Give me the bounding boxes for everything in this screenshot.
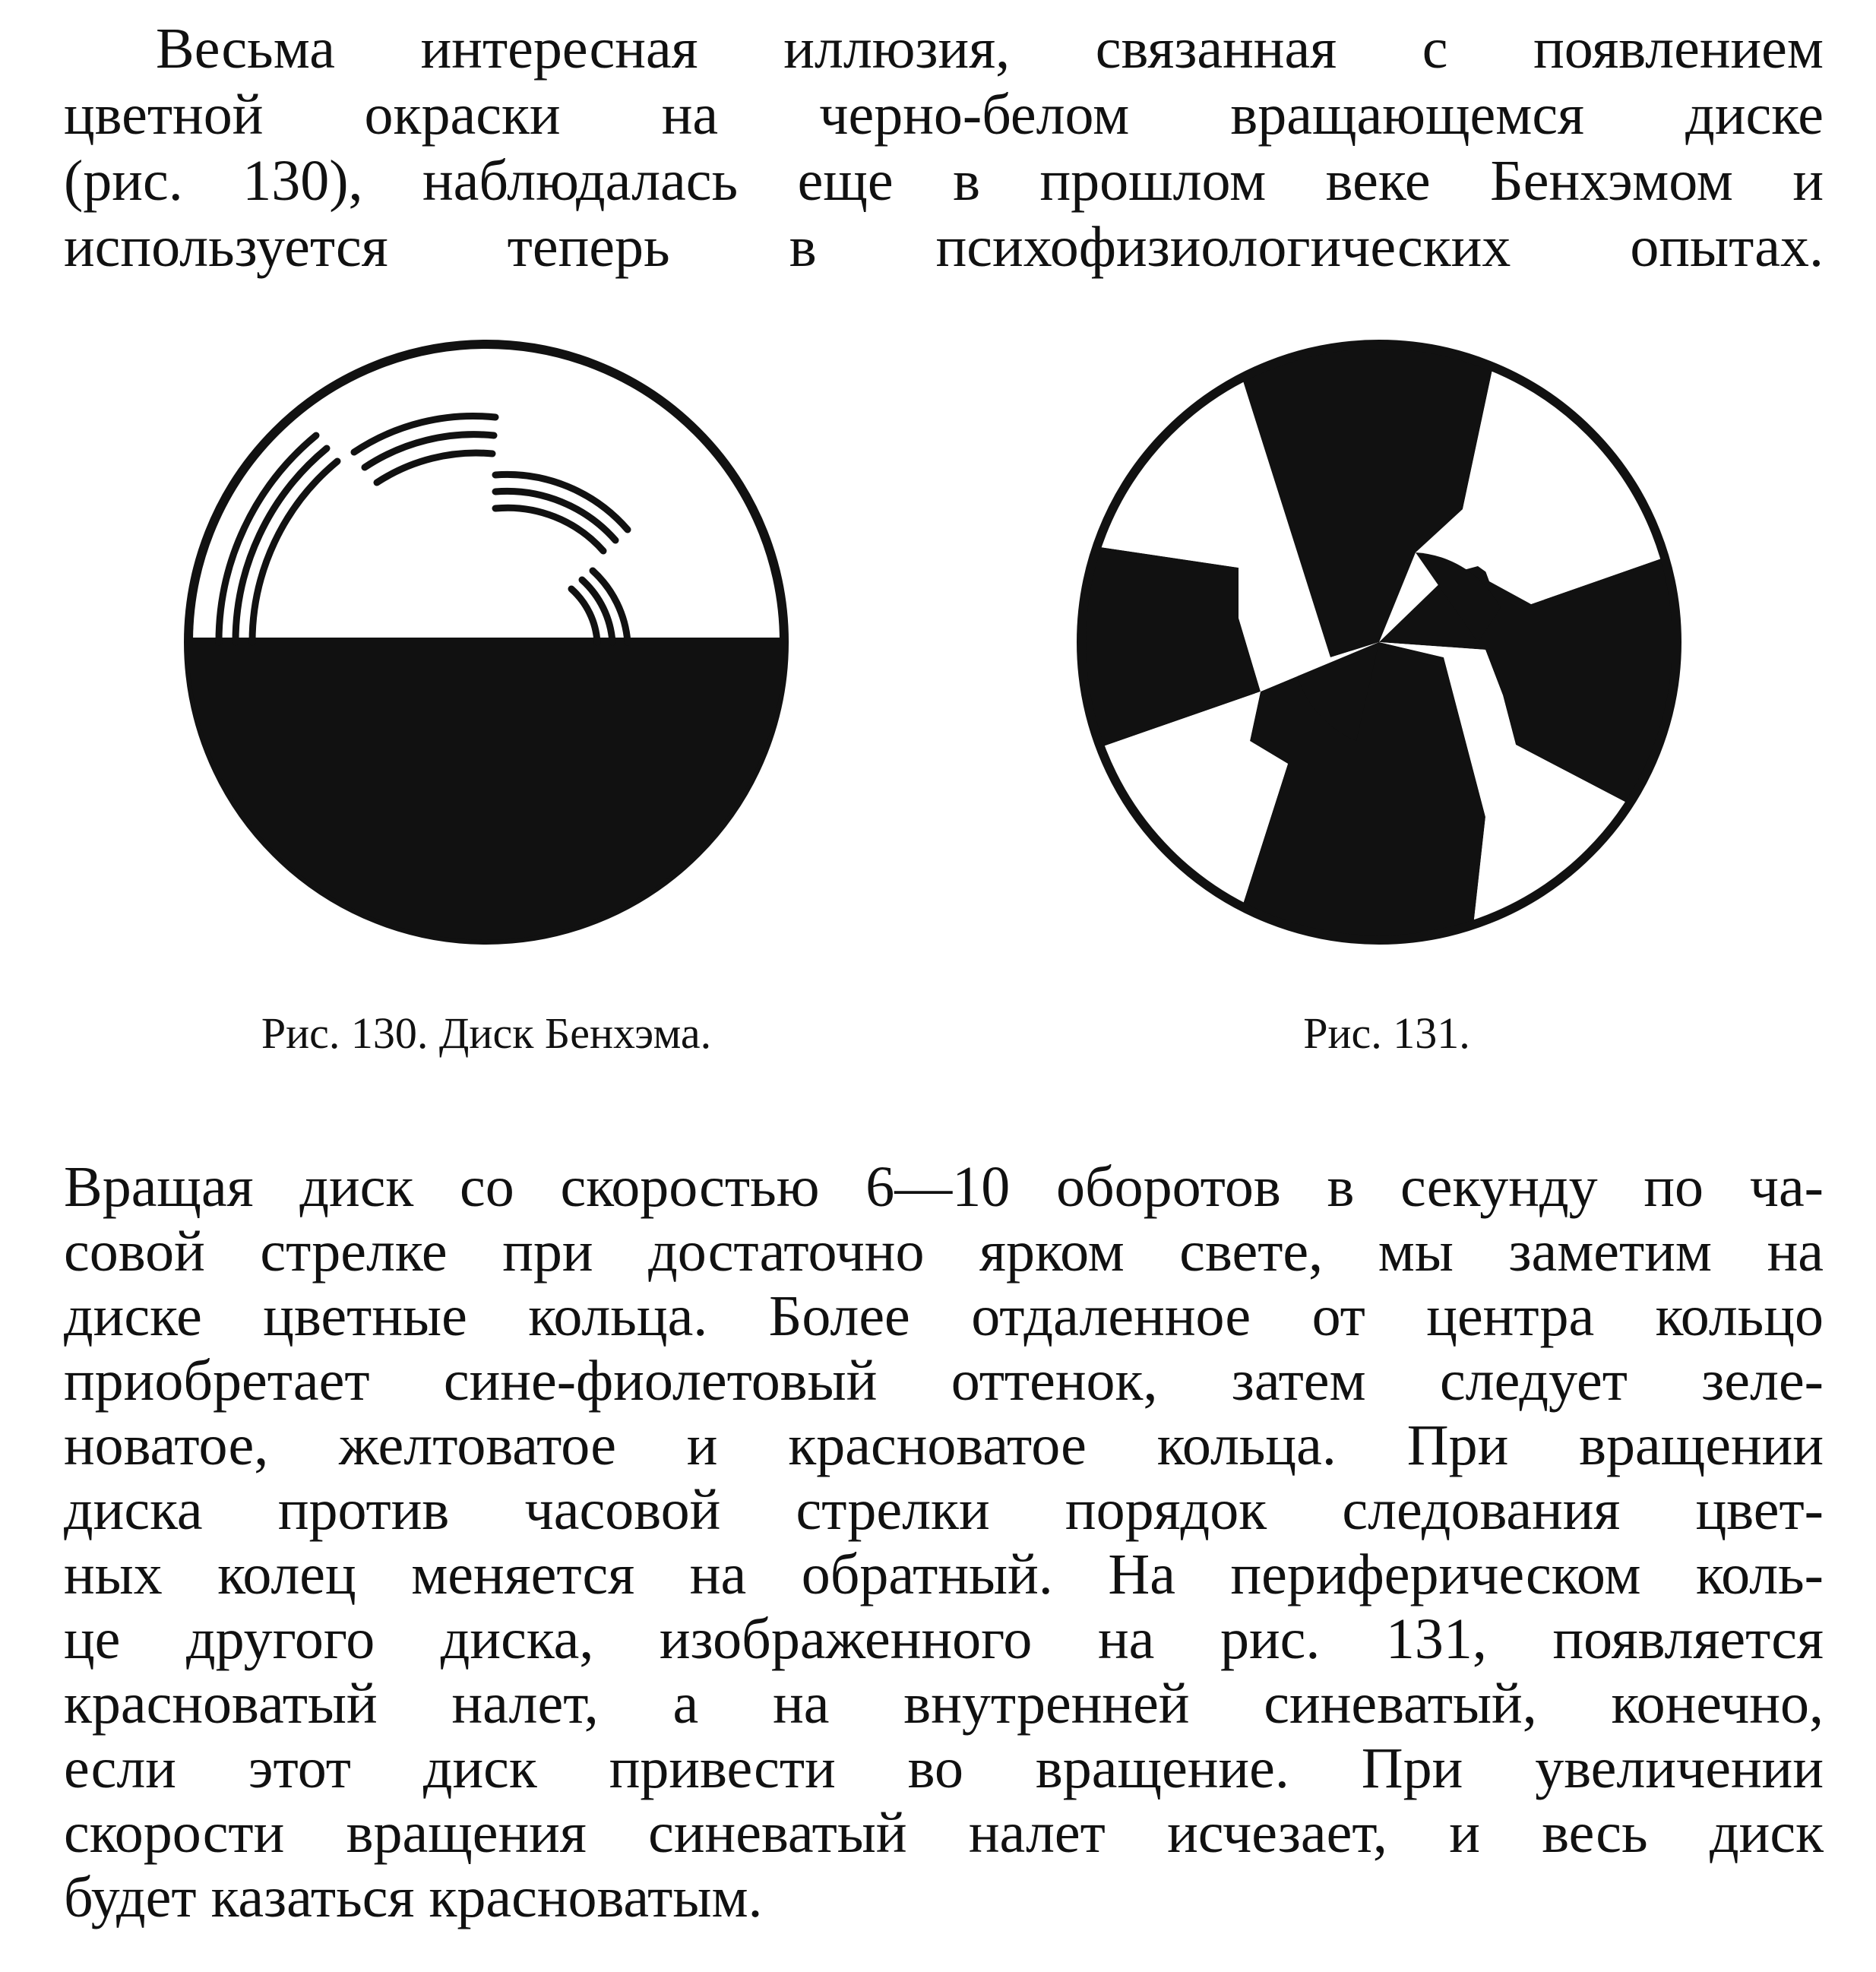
- body-line-1: Вращая диск со скоростью 6—10 оборотов в секунду по ча-: [64, 1155, 1824, 1219]
- body-line-9: красноватый налет, а на внутренней синеватый, конечно,: [64, 1672, 1824, 1736]
- body-line-8: це другого диска, изображенного на рис. 131, появляется: [64, 1607, 1824, 1671]
- body-line-7: ных колец меняется на обратный. На периферическом коль-: [64, 1543, 1824, 1606]
- body-line-10: если этот диск привести во вращение. При увеличении: [64, 1736, 1824, 1800]
- body-line-5: новатое, желтоватое и красноватое кольца. При вращении: [64, 1413, 1824, 1477]
- body-line-3: диске цветные кольца. Более отдаленное от центра кольцо: [64, 1284, 1824, 1348]
- body-line-6: диска против часовой стрелки порядок следования цвет-: [64, 1478, 1824, 1542]
- intro-line-4: используется теперь в психофизиологических опытах.: [64, 215, 1824, 279]
- body-line-12: будет казаться красноватым.: [64, 1866, 763, 1929]
- figure-130-caption: Рис. 130. Диск Бенхэма.: [261, 1008, 712, 1058]
- intro-line-3: (рис. 130), наблюдалась еще в прошлом веке Бенхэмом и: [64, 149, 1824, 213]
- body-line-11: скорости вращения синеватый налет исчезает, и весь диск: [64, 1801, 1824, 1865]
- figure-131-caption: Рис. 131.: [1303, 1008, 1470, 1058]
- benham-disk-figure: [182, 331, 805, 954]
- disk-131-figure: [1075, 331, 1698, 954]
- body-line-2: совой стрелке при достаточно ярком свете, мы заметим на: [64, 1220, 1824, 1284]
- intro-line-1: Весьма интересная иллюзия, связанная с появлением: [156, 17, 1824, 81]
- intro-line-2: цветной окраски на черно-белом вращающемся диске: [64, 83, 1824, 147]
- body-line-4: приобретает сине-фиолетовый оттенок, затем следует зеле-: [64, 1349, 1824, 1413]
